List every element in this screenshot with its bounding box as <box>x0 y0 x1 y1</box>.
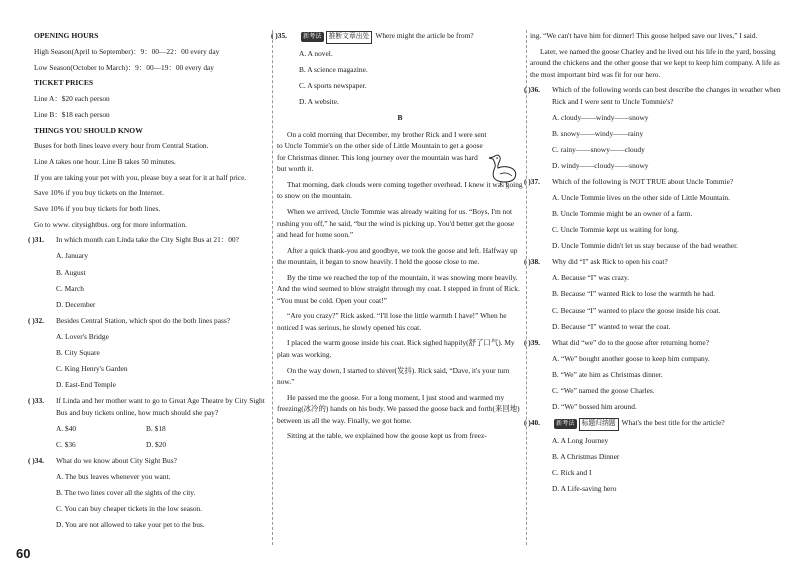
option-row <box>34 439 270 450</box>
option[interactable]: C. Because “I” wanted to place the goose inside his coat. <box>552 305 721 315</box>
passage-paragraph: Later, we named the goose Charley and he lived out his life in the yard, bossing around the chickens and the other goose that we kept to keep him company. A life as the most important bird was fit for our hero. <box>530 46 780 79</box>
question-32 <box>28 315 270 326</box>
passage-paragraph: He passed me the goose. For a long moment, I just stood and warmed my freezing(冰冷的) hands on his body. We passed the goose back and forth(来回地) between us all the way. Finally, we got home. <box>277 392 520 425</box>
passage-paragraph: When we arrived, Uncle Tommie was already waiting for us. “Boys, I'm not rushing you off,” he said, “but the wind is picking up. You'd better get the goose and head for home soon.” <box>277 207 515 239</box>
passage-continuation: ing. “We can't have him for dinner! This goose helped save our lives,” I said. <box>530 31 758 40</box>
new-test-tag: 新考法 <box>303 33 322 40</box>
passage-paragraph: That morning, dark clouds were coming together overhead. I knew it was going to snow on the mountain. <box>277 179 523 201</box>
option[interactable]: A. cloudy——windy——snowy <box>552 112 649 122</box>
option[interactable]: C. $36 <box>56 439 76 449</box>
question-text: What's the best title for the article? <box>621 417 725 427</box>
question-text: If Linda and her mother want to go to Great Age Theatre by City Sight Bus and buy tickets online, how much should she pay? <box>56 396 265 417</box>
question-text: Besides Central Station, which spot do the both lines pass? <box>56 315 231 325</box>
option[interactable]: B. “We” ate him as Christmas dinner. <box>552 369 663 379</box>
passage-paragraph: On a cold morning that December, my brother Rick and I were sent to Uncle Tommie's on the other side of Little Mountain to get a goose for Christmas dinner. This long journey over the mountain was hard but worth it. <box>277 129 487 174</box>
question-33 <box>28 395 270 418</box>
option[interactable]: D. “We” bossed him around. <box>552 401 637 411</box>
option[interactable]: B. Uncle Tommie might be an owner of a farm. <box>552 209 693 219</box>
question-number: ( )32. <box>28 315 45 325</box>
question-number: ( )37. <box>524 177 541 187</box>
goose-illustration-icon <box>486 152 520 188</box>
question-text: What did “we” do to the goose after returning home? <box>552 337 709 347</box>
passage-paragraph: “Are you crazy?” Rick asked. “I'll lose the little warmth I have!” When he noticed I was serious, he slowly opened his coat. <box>277 311 507 332</box>
question-34 <box>28 455 270 466</box>
question-number: ( )33. <box>28 396 45 406</box>
know-item: If you are taking your pet with you, please buy a seat for it at half price. <box>34 172 247 182</box>
option[interactable]: C. “We” named the goose Charles. <box>552 385 655 395</box>
question-text: In which month can Linda take the City Sight Bus at 21：00? <box>56 235 239 245</box>
question-number: ( )31. <box>28 235 45 245</box>
option[interactable]: D. windy——cloudy——snowy <box>552 160 649 170</box>
section-label: B <box>397 113 403 123</box>
question-text: Which of the following words can best describe the changes in weather when Rick and I were sent to Uncle Tommie's? <box>552 85 781 106</box>
question-number: ( )38. <box>524 257 541 267</box>
option[interactable]: A. The bus leaves whenever you want. <box>56 471 171 481</box>
low-season: Low Season(October to March)：9：00—19：00 every day <box>34 62 214 72</box>
passage-paragraph: After a quick thank-you and goodbye, we took the goose and left. Halfway up the mountain, it began to snow heavily. I held the goose close to me. <box>277 245 518 267</box>
column-divider <box>526 30 527 545</box>
question-text: Which of the following is NOT TRUE about Uncle Tommie? <box>552 177 734 187</box>
option[interactable]: D. East-End Temple <box>56 379 116 389</box>
question-number: ( )34. <box>28 455 45 465</box>
line-a-price: Line A：$20 each person <box>34 94 110 104</box>
new-test-tag: 新考法 <box>556 419 575 427</box>
line-b-price: Line B：$18 each person <box>34 109 110 119</box>
passage-paragraph: I placed the warm goose inside his coat. Rick sighed happily(舒了口气). My plan was working. <box>277 338 515 359</box>
know-item: Line A takes one hour. Line B takes 50 minutes. <box>34 157 176 167</box>
option[interactable]: A. Lover's Bridge <box>56 331 109 341</box>
option[interactable]: A. Because “I” was crazy. <box>552 273 630 283</box>
passage-paragraph: On the way down, I started to shiver(发抖). Rick said, “Dave, it's your turn now.” <box>277 365 510 387</box>
know-item: Save 10% if you buy tickets on the Internet. <box>34 188 164 198</box>
question-40 <box>524 417 782 431</box>
question-type-tag: 标题归纳题 <box>579 418 619 431</box>
option[interactable]: C. Rick and I <box>552 468 592 478</box>
column-right <box>524 30 782 499</box>
option[interactable]: C. rainy——snowy——cloudy <box>552 144 645 154</box>
option[interactable]: D. Uncle Tommie didn't let us stay because of the bad weather. <box>552 241 739 251</box>
option[interactable]: C. King Henry's Garden <box>56 363 128 373</box>
option[interactable]: A. Uncle Tommie lives on the other side of Little Mountain. <box>552 193 730 203</box>
option[interactable]: C. Uncle Tommie kept us waiting for long. <box>552 225 679 235</box>
know-item: Buses for both lines leave every hour from Central Station. <box>34 141 209 151</box>
option[interactable]: B. August <box>56 267 86 277</box>
ticket-prices-heading: TICKET PRICES <box>34 78 94 88</box>
option[interactable]: B. A science magazine. <box>299 65 368 75</box>
column-divider <box>272 30 273 545</box>
option[interactable]: C. March <box>56 283 84 293</box>
question-number: ( )39. <box>524 337 541 347</box>
option-row <box>34 423 270 434</box>
high-season: High Season(April to September)：9：00—22：00 every day <box>34 46 220 56</box>
question-38 <box>524 256 782 267</box>
opening-hours-heading: OPENING HOURS <box>34 31 99 40</box>
option[interactable]: D. Because “I” wanted to wear the coat. <box>552 321 671 331</box>
option[interactable]: D. A website. <box>299 97 339 107</box>
question-number: ( )40. <box>524 417 541 427</box>
option[interactable]: B. The two lines cover all the sights of the city. <box>56 487 196 497</box>
option[interactable]: A. A Long Journey <box>552 436 609 446</box>
option[interactable]: C. You can buy cheaper tickets in the low season. <box>56 503 203 513</box>
option[interactable]: D. You are not allowed to take your pet to the bus. <box>56 519 205 529</box>
page-number: 60 <box>16 546 31 561</box>
column-middle <box>271 30 523 446</box>
question-type-tag: 推断文章出处 <box>326 31 373 44</box>
option[interactable]: A. A novel. <box>299 49 333 59</box>
option[interactable]: D. December <box>56 299 96 309</box>
option[interactable]: B. City Square <box>56 347 100 357</box>
know-item: Go to www. citysightbus. org for more information. <box>34 219 187 229</box>
option[interactable]: D. $20 <box>146 439 167 449</box>
option[interactable]: D. A Life-saving hero <box>552 484 617 494</box>
question-text: What do we know about City Sight Bus? <box>56 455 177 465</box>
know-item: Save 10% if you buy tickets for both lines. <box>34 204 161 214</box>
question-text: Why did “I” ask Rick to open his coat? <box>552 257 668 267</box>
things-to-know-heading: THINGS YOU SHOULD KNOW <box>34 125 143 135</box>
option[interactable]: B. $18 <box>146 423 166 433</box>
question-37 <box>524 176 782 187</box>
option[interactable]: C. A sports newspaper. <box>299 81 367 91</box>
option[interactable]: A. $40 <box>56 423 77 433</box>
option[interactable]: B. A Christmas Dinner <box>552 452 620 462</box>
question-number: ( )36. <box>524 85 541 95</box>
question-35 <box>271 30 523 44</box>
question-36 <box>524 84 782 107</box>
option[interactable]: B. Because “I” wanted Rick to lose the warmth he had. <box>552 289 715 299</box>
option[interactable]: A. “We” bought another goose to keep him company. <box>552 353 710 363</box>
option[interactable]: B. snowy——windy——rainy <box>552 128 644 138</box>
passage-paragraph: Sitting at the table, we explained how the goose kept us from freez- <box>287 431 487 441</box>
question-number: ( )35. <box>271 31 288 40</box>
column-left <box>28 30 270 535</box>
question-text: Where might the article be from? <box>375 31 474 40</box>
question-31 <box>28 234 270 245</box>
question-39 <box>524 337 782 348</box>
passage-paragraph: By the time we reached the top of the mountain, it was snowing more heavily. And the wind seemed to blow straight through my coat. I stepped in front of Rick. “You must be cold. Open your coat!” <box>277 272 520 305</box>
option[interactable]: A. January <box>56 251 89 261</box>
